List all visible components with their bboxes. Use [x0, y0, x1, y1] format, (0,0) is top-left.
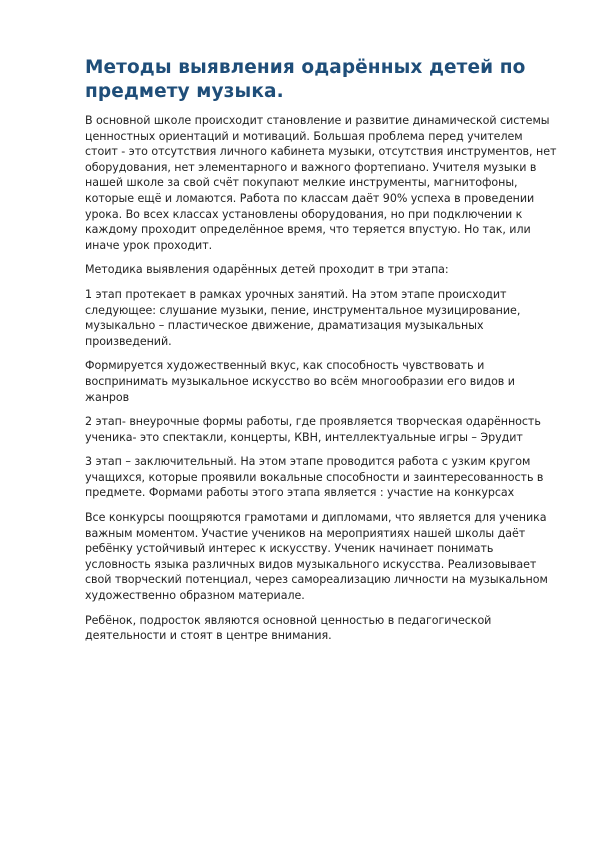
paragraph-stage-3: 3 этап – заключительный. На этом этапе проводится работа с узким кругом учащихся, которые проявили вокальные способности и заинтересованность в предмете. Формами работы этого этапа является : участие на конкурсах [85, 455, 544, 500]
paragraph-contests: Все конкурсы поощряются грамотами и дипломами, что является для ученика важным моментом. Участие учеников на мероприятиях нашей школы даёт ребёнку устойчивый интерес к искусству. Ученик начинает понимать условность языка различных видов музыкального искусства. Реализовывает свой творческий потенциал, через самореализацию личности на музыкальном художественно образном материале. [85, 511, 548, 603]
paragraph-stage-2: 2 этап- внеурочные формы работы, где проявляется творческая одарённость ученика- это спектакли, концерты, КВН, интеллектуальные игры – Эрудит [85, 415, 541, 444]
paragraph-conclusion: Ребёнок, подросток являются основной ценностью в педагогической деятельности и стоят в центре внимания. [85, 613, 492, 643]
paragraph-taste: Формируется художественный вкус, как способность чувствовать и воспринимать музыкальное искусство во всём многообразии его видов и жанров [85, 359, 515, 404]
paragraph-stage-1: 1 этап протекает в рамках урочных занятий. На этом этапе происходит следующее: слушание музыки, пение, инструментальное музицирование, музыкально – пластическое движение, драматизация музыкальных произведений. [85, 287, 521, 348]
paragraph-intro: В основной школе происходит становление и развитие динамической системы ценностных ориентаций и мотиваций. Большая проблема перед учителем стоит - это отсутствия личного кабинета музыки, отсутствия инструментов, нет оборудования, нет элементарного и важного фортепиано. Учителя музыки в нашей школе за свой счёт покупают мелкие инструменты, магнитофоны, которые ещё и ломаются. Работа по классам даёт 90% успеха в проведении урока. Во всех классах установлены оборудования, но при подключении к каждому проходит определённое время, что теряется впустую. Но так, или иначе урок проходит. [85, 114, 557, 252]
document-body [85, 56, 557, 653]
paragraph-method-stages: Методика выявления одарённых детей проходит в три этапа: [85, 263, 449, 277]
document-title: Методы выявления одарённых детей по предмету музыка. [85, 57, 526, 102]
